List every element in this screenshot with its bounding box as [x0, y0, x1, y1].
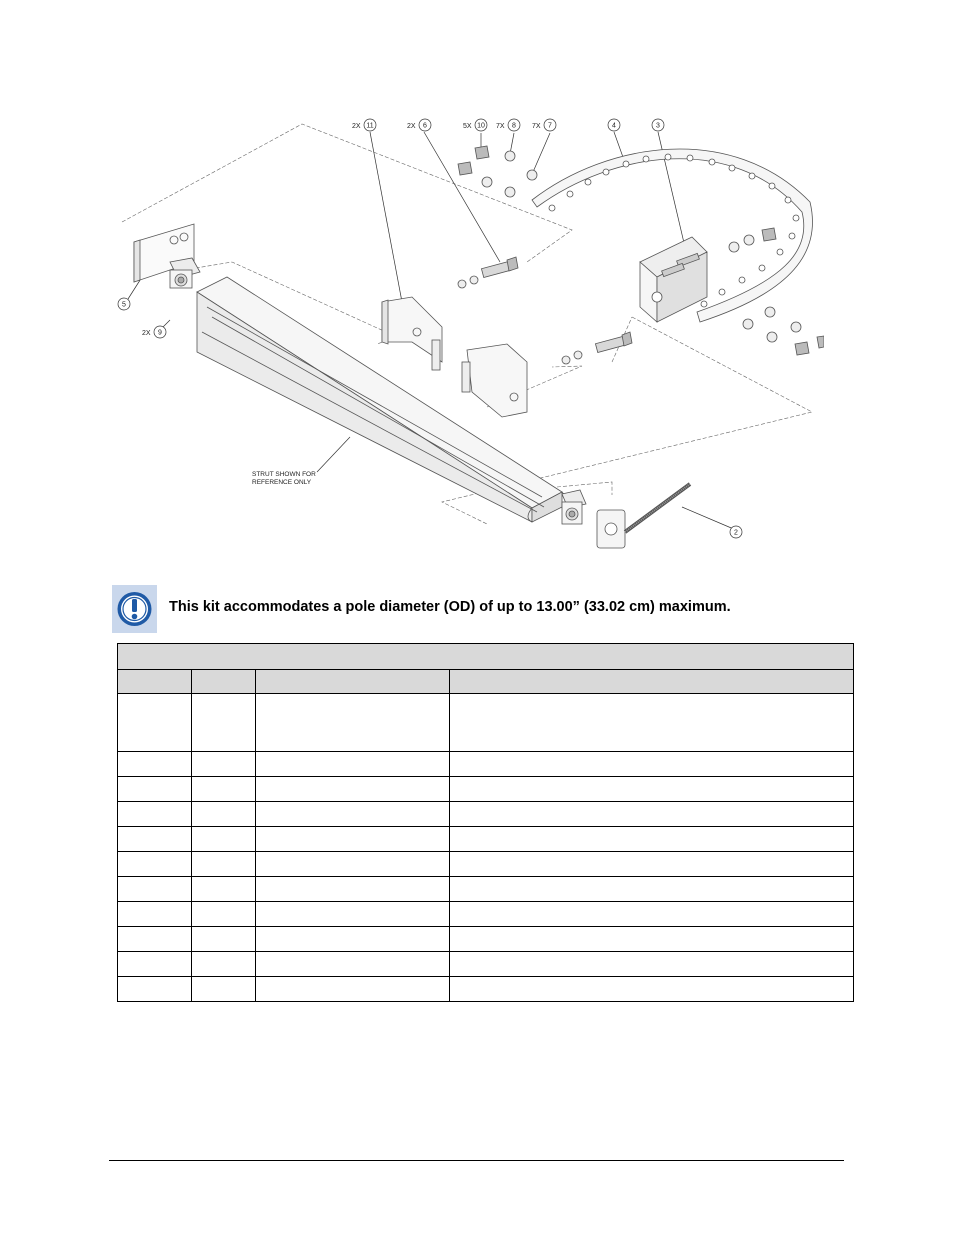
- table-row: [118, 977, 854, 1002]
- table-cell: [192, 927, 256, 952]
- strut-note-line2: REFERENCE ONLY: [252, 479, 312, 486]
- table-cell: [192, 852, 256, 877]
- table-cell: [192, 752, 256, 777]
- strut-note-line1: STRUT SHOWN FOR: [252, 471, 316, 478]
- table-title-row: [118, 644, 854, 670]
- column-header: [192, 670, 256, 694]
- table-row: [118, 952, 854, 977]
- parts-list-table: [117, 643, 854, 1002]
- callout-qty-9: 2X: [142, 330, 151, 337]
- table-cell: [450, 877, 854, 902]
- callout-num-5: 5: [122, 301, 126, 309]
- callout-num-2: 2: [734, 529, 738, 537]
- table-cell: [118, 752, 192, 777]
- note-callout: [112, 585, 854, 633]
- callout-num-4: 4: [612, 122, 616, 130]
- table-cell: [118, 777, 192, 802]
- table-cell: [450, 802, 854, 827]
- table-cell: [450, 827, 854, 852]
- callout-qty-8: 7X: [496, 123, 505, 130]
- callout-num-10: 10: [477, 122, 485, 130]
- table-row: [118, 827, 854, 852]
- table-cell: [256, 902, 450, 927]
- table-cell: [192, 877, 256, 902]
- callout-num-9: 9: [158, 329, 162, 337]
- table-cell: [192, 694, 256, 752]
- table-row: [118, 802, 854, 827]
- table-cell: [192, 952, 256, 977]
- table-row: [118, 902, 854, 927]
- table-row: [118, 852, 854, 877]
- table-row: [118, 752, 854, 777]
- column-header: [450, 670, 854, 694]
- callout-qty-6: 2X: [407, 123, 416, 130]
- table-cell: [450, 694, 854, 752]
- callout-num-6: 6: [423, 122, 427, 130]
- table-cell: [256, 977, 450, 1002]
- table-cell: [118, 694, 192, 752]
- callout-num-7: 7: [548, 122, 552, 130]
- column-header: [118, 670, 192, 694]
- table-cell: [118, 802, 192, 827]
- table-row: [118, 877, 854, 902]
- table-cell: [192, 977, 256, 1002]
- table-cell: [450, 777, 854, 802]
- table-cell: [118, 852, 192, 877]
- table-cell: [450, 752, 854, 777]
- table-cell: [450, 952, 854, 977]
- table-cell: [450, 927, 854, 952]
- table-cell: [450, 902, 854, 927]
- table-cell: [192, 802, 256, 827]
- table-cell: [118, 877, 192, 902]
- table-cell: [118, 977, 192, 1002]
- exploded-view-figure: [112, 112, 824, 564]
- table-cell: [256, 802, 450, 827]
- table-cell: [118, 902, 192, 927]
- table-cell: [118, 927, 192, 952]
- table-cell: [192, 777, 256, 802]
- table-cell: [118, 952, 192, 977]
- callout-qty-10: 5X: [463, 123, 472, 130]
- table-row: [118, 694, 854, 752]
- info-circle-icon: [112, 585, 157, 633]
- table-cell: [118, 827, 192, 852]
- callout-num-11: 11: [366, 122, 374, 130]
- table-cell: [192, 902, 256, 927]
- table-cell: [256, 852, 450, 877]
- callout-qty-7: 7X: [532, 123, 541, 130]
- column-header: [256, 670, 450, 694]
- table-cell: [256, 694, 450, 752]
- table-cell: [256, 927, 450, 952]
- note-text: This kit accommodates a pole diameter (OD) of up to 13.00” (33.02 cm) maximum.: [169, 599, 731, 615]
- table-row: [118, 777, 854, 802]
- table-row: [118, 927, 854, 952]
- table-cell: [256, 827, 450, 852]
- table-cell: [450, 977, 854, 1002]
- callout-num-3: 3: [656, 122, 660, 130]
- table-cell: [256, 777, 450, 802]
- table-cell: [256, 877, 450, 902]
- table-cell: [256, 752, 450, 777]
- callout-qty-11: 2X: [352, 123, 361, 130]
- table-cell: [256, 952, 450, 977]
- callout-num-8: 8: [512, 122, 516, 130]
- table-cell: [192, 827, 256, 852]
- footer-divider: [109, 1160, 844, 1161]
- table-header-row: [118, 670, 854, 694]
- table-cell: [450, 852, 854, 877]
- table-title: [118, 644, 854, 670]
